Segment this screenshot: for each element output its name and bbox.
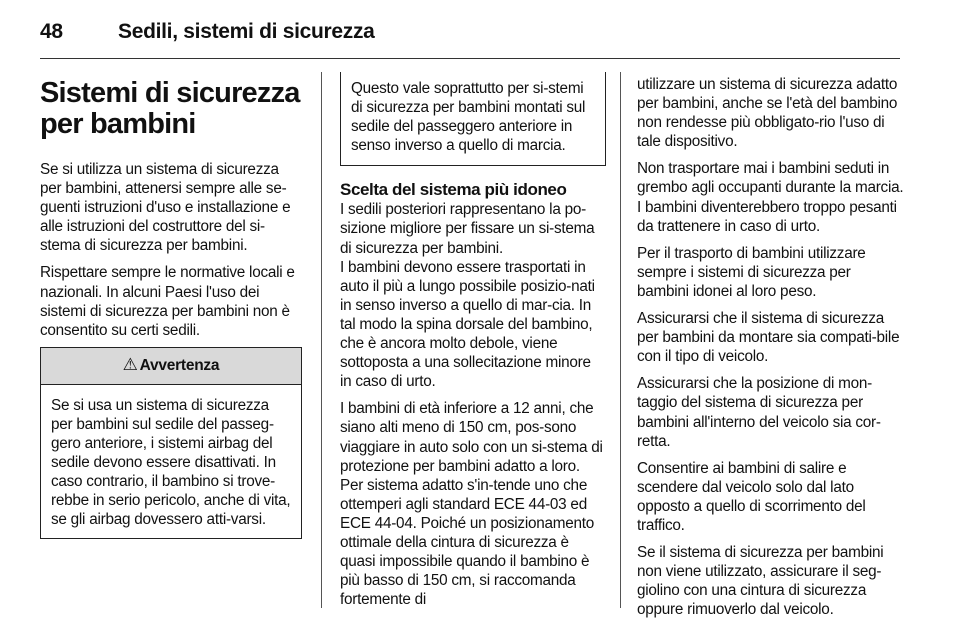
warning-continuation-box: Questo vale soprattutto per si-stemi di sicurezza per bambini montati sul sedile del passeggero anteriore in senso inverso a quello di marcia.: [340, 72, 606, 166]
lap-paragraph: Non trasportare mai i bambini seduti in grembo agli occupanti durante la marcia. I bambini diventerebbero troppo pesanti da trattenere in caso di urto.: [637, 160, 904, 235]
warning-body: Se si usa un sistema di sicurezza per bambini sul sedile del passeg-gero anteriore, i sistemi airbag del sedile devono essere disattivati. In caso contrario, il bambino si trove-rebbe in serio pericolo, anche di vita, se gli airbag dovessero atti-varsi.: [51, 396, 291, 529]
warning-header: [41, 348, 301, 385]
weight-paragraph: Per il trasporto di bambini utilizzare sempre i sistemi di sicurezza per bambini idonei al loro peso.: [637, 244, 866, 300]
column-2: [340, 75, 606, 617]
rear-seats-paragraph: I sedili posteriori rappresentano la po-sizione migliore per fissare un si-stema di sicurezza per bambini.: [340, 201, 595, 257]
compatibility-paragraph: Assicurarsi che il sistema di sicurezza per bambini da montare sia compati-bile con il tipo di veicolo.: [637, 310, 900, 366]
column-divider-2: [620, 72, 621, 608]
section-title: Sedili, sistemi di sicurezza: [118, 20, 375, 43]
warning-triangle-icon: ⚠: [122, 355, 138, 376]
warning-box: [40, 347, 302, 539]
rear-facing-paragraph: I bambini devono essere trasportati in auto il più a lungo possibile posizio-nati in senso inverso a quello di mar-cia. In tal modo la spina dorsale del bambino, che è ancora molto debole, viene sottoposta a una sollecitazione minore in caso di urto.: [340, 258, 595, 391]
page-header: [40, 20, 920, 46]
regulations-paragraph: Rispettare sempre le normative locali e nazionali. In alcuni Paesi l'uso dei sistemi di sicurezza per bambini non è consentito su certi sedili.: [40, 264, 295, 339]
column-divider-1: [321, 72, 322, 608]
continued-paragraph: utilizzare un sistema di sicurezza adatto per bambini, anche se l'età del bambino non rendesse più obbligato-rio l'uso di tale dispositivo.: [637, 76, 898, 151]
position-paragraph: Assicurarsi che la posizione di mon-taggio del sistema di sicurezza per bambini all'interno del veicolo sia cor-retta.: [637, 375, 881, 450]
selection-text: [340, 200, 606, 609]
age-height-paragraph: I bambini di età inferiore a 12 anni, che siano alti meno di 150 cm, pos-sono viaggiare in auto solo con un si-stema di protezione per bambini adatto a loro. Per sistema adatto s'in-tende uno che ottemperi agli standard ECE 44-03 ed ECE 44-04. Poiché un posizionamento ottimale della cintura di sicurezza è quasi impossibile quando il bambino è più basso di 150 cm, si raccomanda fortemente di: [340, 400, 603, 609]
column-3: [637, 75, 905, 627]
subheading: Scelta del sistema più idoneo: [340, 180, 567, 200]
intro-paragraph: Se si utilizza un sistema di sicurezza per bambini, attenersi sempre alle se-guenti istruzioni d'uso e installazione e alle istruzioni del costruttore del si-stema di sicurezza per bambini.: [40, 161, 291, 255]
warning-title: Avvertenza: [139, 357, 220, 375]
main-heading: Sistemi di sicurezza per bambini: [40, 77, 300, 140]
page-number: 48: [40, 20, 63, 43]
exit-side-paragraph: Consentire ai bambini di salire e scendere dal veicolo solo dal lato opposto a quello di scorrimento del traffico.: [637, 459, 866, 534]
unused-seat-paragraph: Se il sistema di sicurezza per bambini non viene utilizzato, assicurare il seg-giolino con una cintura di sicurezza oppure rimuoverlo dal veicolo.: [637, 544, 884, 619]
header-rule: [40, 58, 900, 59]
column-1: [40, 75, 304, 539]
